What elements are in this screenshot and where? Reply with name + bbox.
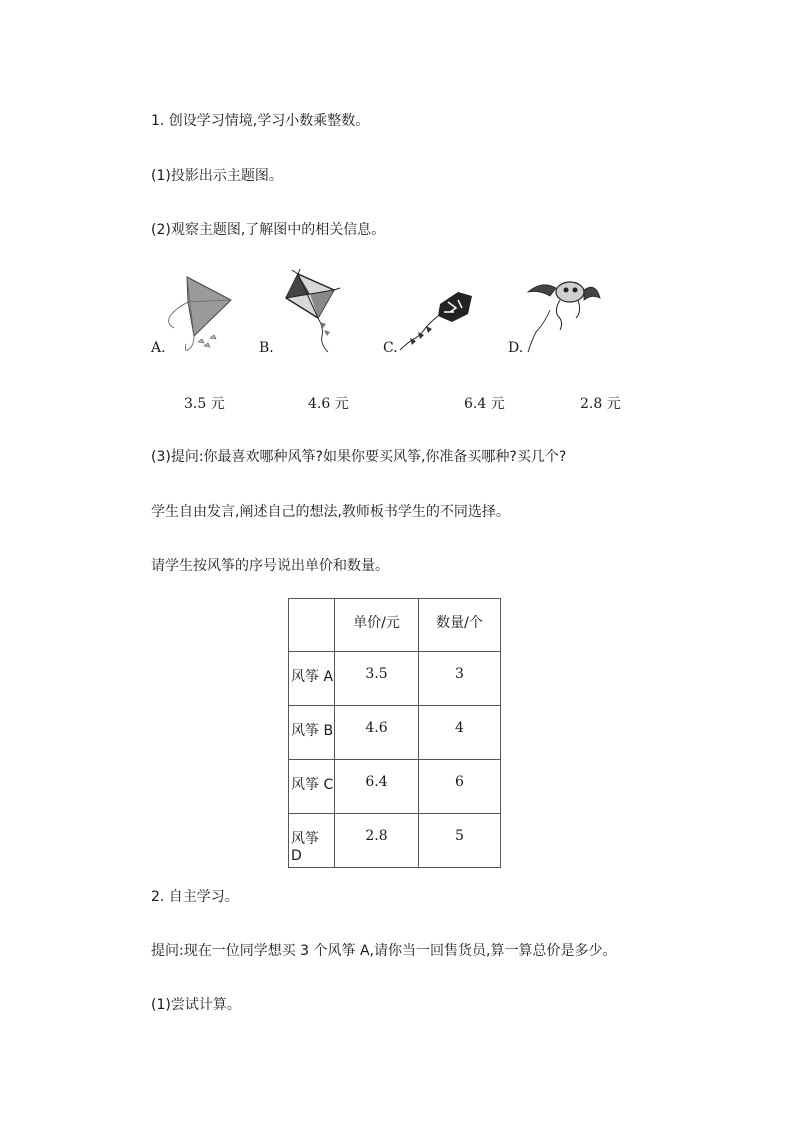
table-cell-price: 6.4: [335, 760, 419, 814]
table-cell-quantity: 4: [419, 706, 501, 760]
section2-heading: 2. 自主学习。: [151, 889, 239, 905]
section1-step1: (1)投影出示主题图。: [151, 168, 283, 184]
table-cell-kite: 风筝 D: [289, 814, 335, 868]
section1-step3: (3)提问:你最喜欢哪种风筝?如果你要买风筝,你准备买哪种?买几个?: [151, 449, 567, 465]
kite-d-image: [520, 270, 602, 354]
kite-c-price: 6.4 元: [464, 396, 505, 412]
table-row: [289, 760, 501, 814]
student-discussion-text: 学生自由发言,阐述自己的想法,教师板书学生的不同选择。: [151, 504, 510, 520]
table-row: [289, 652, 501, 706]
table-cell-kite: 风筝 B: [289, 706, 335, 760]
kite-c-image: [398, 286, 478, 354]
table-header-unit-price: 单价/元: [335, 599, 419, 652]
section1-heading: 1. 创设学习情境,学习小数乘整数。: [151, 113, 370, 129]
kite-d-price: 2.8 元: [580, 396, 621, 412]
kite-b-image: [278, 268, 344, 354]
kite-b-label: B.: [259, 340, 274, 356]
table-cell-price: 4.6: [335, 706, 419, 760]
table-cell-price: 3.5: [335, 652, 419, 706]
kite-a-image: [164, 272, 234, 354]
table-cell-kite: 风筝 A: [289, 652, 335, 706]
kite-a-label: A.: [151, 340, 166, 356]
table-cell-quantity: 6: [419, 760, 501, 814]
table-row: [289, 706, 501, 760]
table-cell-quantity: 3: [419, 652, 501, 706]
table-header-quantity: 数量/个: [419, 599, 501, 652]
table-cell-price: 2.8: [335, 814, 419, 868]
kite-d-label: D.: [508, 340, 524, 356]
section2-question: 提问:现在一位同学想买 3 个风筝 A,请你当一回售货员,算一算总价是多少。: [151, 943, 617, 959]
price-quantity-table: [288, 598, 501, 868]
table-cell-kite: 风筝 C: [289, 760, 335, 814]
table-cell-quantity: 5: [419, 814, 501, 868]
kite-c-label: C.: [383, 340, 398, 356]
kite-a-price: 3.5 元: [184, 396, 225, 412]
table-header-row: [289, 599, 501, 652]
table-header-blank: [289, 599, 335, 652]
section2-step1: (1)尝试计算。: [151, 997, 241, 1013]
price-quantity-instruction: 请学生按风筝的序号说出单价和数量。: [151, 558, 389, 574]
kite-b-price: 4.6 元: [308, 396, 349, 412]
table-row: [289, 814, 501, 868]
section1-step2: (2)观察主题图,了解图中的相关信息。: [151, 222, 386, 238]
